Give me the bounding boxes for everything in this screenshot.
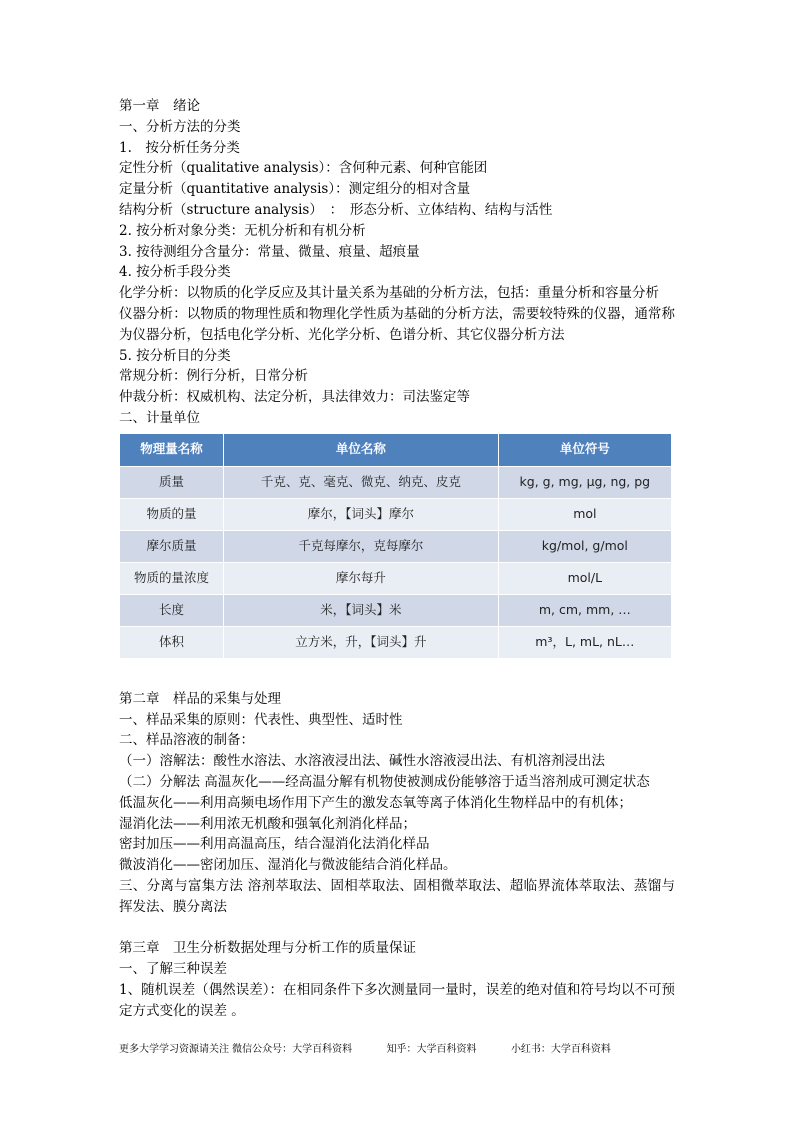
chapter-1-title: 第一章 绪论 [119, 98, 200, 114]
table-cell: 物质的量 [120, 498, 224, 530]
paragraph-line: 定性分析（qualitative analysis）：含何种元素、何种官能团 [119, 160, 488, 177]
table-cell: mol/L [498, 562, 671, 594]
page-footer [119, 1043, 679, 1057]
paragraph-line: 密封加压——利用高温高压，结合湿消化法消化样品 [119, 836, 430, 853]
paragraph-line: 三、分离与富集方法 溶剂萃取法、固相萃取法、固相微萃取法、超临界流体萃取法、蒸馏与挥发法、膜分离法 [119, 877, 675, 915]
section-heading: 二、计量单位 [119, 409, 200, 426]
paragraph-line: 微波消化——密闭加压、湿消化与微波能结合消化样品。 [119, 857, 457, 874]
header-unit-symbol: 单位符号 [498, 433, 671, 466]
paragraph-line: 2. 按分析对象分类：无机分析和有机分析 [119, 222, 366, 239]
paragraph-line: 湿消化法——利用浓无机酸和强氧化剂消化样品； [119, 815, 416, 832]
paragraph-line: 1、随机误差（偶然误差）：在相同条件下多次测量同一量时，误差的绝对值和符号均以不可预定方式变化的误差 。 [119, 981, 675, 1019]
footer-wechat: 更多大学学习资源请关注 微信公众号：大学百科资料 [119, 1044, 353, 1055]
table-row [120, 562, 672, 594]
footer-zhihu: 知乎：大学百科资料 [386, 1044, 477, 1055]
paragraph-line: 结构分析（structure analysis） ： 形态分析、立体结构、结构与活性 [119, 201, 553, 218]
paragraph-line: 定量分析（quantitative analysis）：测定组分的相对含量 [119, 181, 471, 198]
paragraph-line: （一）溶解法：酸性水溶法、水溶液浸出法、碱性水溶液浸出法、有机溶剂浸出法 [119, 753, 605, 770]
paragraph-line: 仪器分析：以物质的物理性质和物理化学性质为基础的分析方法，需要较特殊的仪器，通常称为仪器分析，包括电化学分析、光化学分析、色谱分析、其它仪器分析方法 [119, 305, 675, 343]
table-cell: 米，【词头】米 [224, 594, 499, 626]
paragraph-line: 4. 按分析手段分类 [119, 264, 231, 281]
paragraph-line: 1. 按分析任务分类 [119, 139, 240, 156]
footer-xiaohongshu: 小红书：大学百科资料 [510, 1044, 611, 1055]
table-cell: kg, g, mg, µg, ng, pg [498, 466, 671, 498]
table-header-row [120, 433, 672, 466]
paragraph-line: 仲裁分析：权威机构、法定分析，具法律效力：司法鉴定等 [119, 389, 470, 406]
paragraph-line: 二、样品溶液的制备： [119, 732, 254, 749]
table-row [120, 594, 672, 626]
chapter-2-title: 第二章 样品的采集与处理 [119, 690, 281, 707]
table-cell: 千克、克、毫克、微克、纳克、皮克 [224, 466, 499, 498]
table-cell: 摩尔质量 [120, 530, 224, 562]
paragraph-line: （二）分解法 高温灰化——经高温分解有机物使被测成份能够溶于适当溶剂成可测定状态 [119, 773, 650, 790]
paragraph-line: 低温灰化——利用高频电场作用下产生的激发态氧等离子体消化生物样品中的有机体； [119, 794, 632, 811]
table-cell: 物质的量浓度 [120, 562, 224, 594]
table-cell: m³，L, mL, nL… [498, 626, 671, 658]
table-cell: mol [498, 498, 671, 530]
table-cell: 立方米，升，【词头】升 [224, 626, 499, 658]
paragraph-line: 3. 按待测组分含量分：常量、微量、痕量、超痕量 [119, 243, 420, 260]
paragraph-line: 一、样品采集的原则：代表性、典型性、适时性 [119, 711, 403, 728]
paragraph-line: 一、了解三种误差 [119, 961, 227, 978]
table-row [120, 530, 672, 562]
header-quantity: 物理量名称 [120, 433, 224, 466]
section-heading: 一、分析方法的分类 [119, 118, 241, 135]
header-unit-name: 单位名称 [224, 433, 499, 466]
table-cell: kg/mol, g/mol [498, 530, 671, 562]
table-cell: 千克每摩尔，克每摩尔 [224, 530, 499, 562]
table-cell: 摩尔，【词头】摩尔 [224, 498, 499, 530]
paragraph-line: 5. 按分析目的分类 [119, 347, 231, 364]
units-table [119, 433, 672, 659]
table-row [120, 466, 672, 498]
table-row [120, 498, 672, 530]
table-cell: 质量 [120, 466, 224, 498]
chapter-3-title: 第三章 卫生分析数据处理与分析工作的质量保证 [119, 940, 416, 957]
table-cell: 摩尔每升 [224, 562, 499, 594]
spacer [119, 918, 675, 939]
document-body [119, 96, 675, 1022]
table-row [120, 626, 672, 658]
table-cell: 体积 [120, 626, 224, 658]
table-cell: 长度 [120, 594, 224, 626]
paragraph-line: 化学分析：以物质的化学反应及其计量关系为基础的分析方法，包括：重量分析和容量分析 [119, 285, 659, 302]
paragraph-line: 常规分析：例行分析，日常分析 [119, 368, 308, 385]
table-cell: m, cm, mm, … [498, 594, 671, 626]
